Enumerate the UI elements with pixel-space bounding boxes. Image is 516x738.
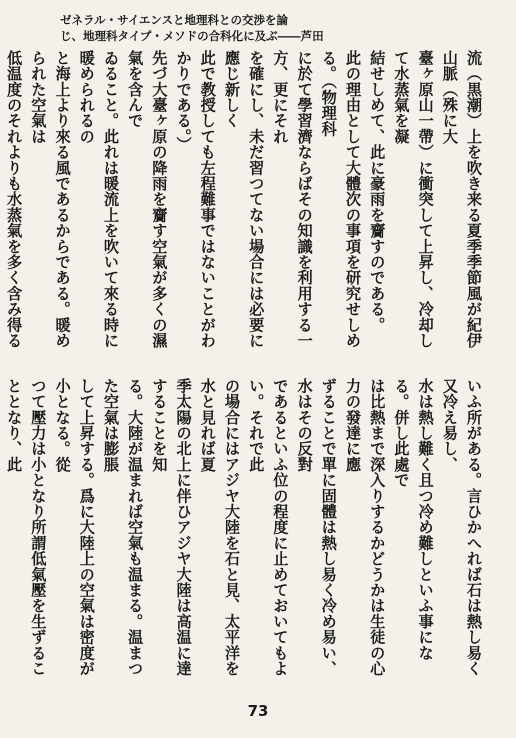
page-number: 73 [247,702,269,720]
text-column: を確にし、未だ習つてない場合には必要に應じ新しく [222,50,266,349]
text-column: の場合にはアジヤ大陸を石と見、太平洋を水と見れば夏 [198,378,241,677]
text-column: と海上より來る風であるからである。暖められた空氣は [29,50,72,349]
text-column: ゐること。此れは暖流上を吹いて來る時に暖められるの [77,50,120,349]
text-column: 此の理由として大體次の事項を研究せしめる。（物理科 [319,50,362,349]
running-header [60,12,498,44]
text-column: 低温度のそれよりも水蒸氣を多く含み得る [5,50,24,349]
text-column: 季太陽の北上に伴ひアジヤ大陸は高温に達することを知 [150,378,193,677]
text-column: 流（黒潮）上を吹き来る夏季季節風が紀伊山脈（殊に大 [440,50,483,349]
text-column: に於て學習濟ならばその知識を利用する一方、更にそれ [271,50,314,349]
text-column: 臺ヶ原山一帶）に衝突して上昇し、冷却して水蒸氣を凝 [392,50,435,349]
text-column: 結せしめて、此に豪雨を齎すのである。 [368,50,387,333]
running-header-line-1 [60,12,498,28]
running-header-title-2: じ、地理科タイプ・メソドの合科化に及ぶ [60,29,278,43]
running-header-line-2 [60,28,498,44]
text-block-lower [5,378,486,690]
text-column: 先づ大臺ヶ原の降雨を齎す空氣が多くの濕氣を含んで [126,50,169,349]
text-block-upper [5,50,486,354]
text-column: 水は熱し難く且つ冷め難しといふ事になる。併し此處で [392,378,435,661]
text-column: いふ所がある。言ひかへれば石は熱し易く又冷え易し、 [440,378,483,677]
text-column: る。大陸が温まれば空氣も温まる。温まつた空氣は膨脹 [101,378,145,677]
text-column: ずることで單に固體は熱し易く冷め易い、水はその反對 [295,378,338,677]
text-column: つて壓力は小となり所謂低氣壓を生ずることとなり、此 [5,378,48,677]
text-column: 此で教授しても左程難事ではないことがわかりである。） [174,50,217,349]
text-column: して上昇する。爲に大陸上の空氣は密度が小となる。從 [53,378,96,677]
running-header-title-1: ゼネラル・サイエンスと地理科との交渉を論 [60,13,289,27]
running-header-author: ――芦田 [277,29,324,43]
text-column: であるといふ位の程度に止めておいてもよい。それで此 [247,378,290,677]
text-column [0,378,2,690]
text-column: は比熱まで深入りするかどうかは生徒の心力の發達に應 [343,378,387,677]
